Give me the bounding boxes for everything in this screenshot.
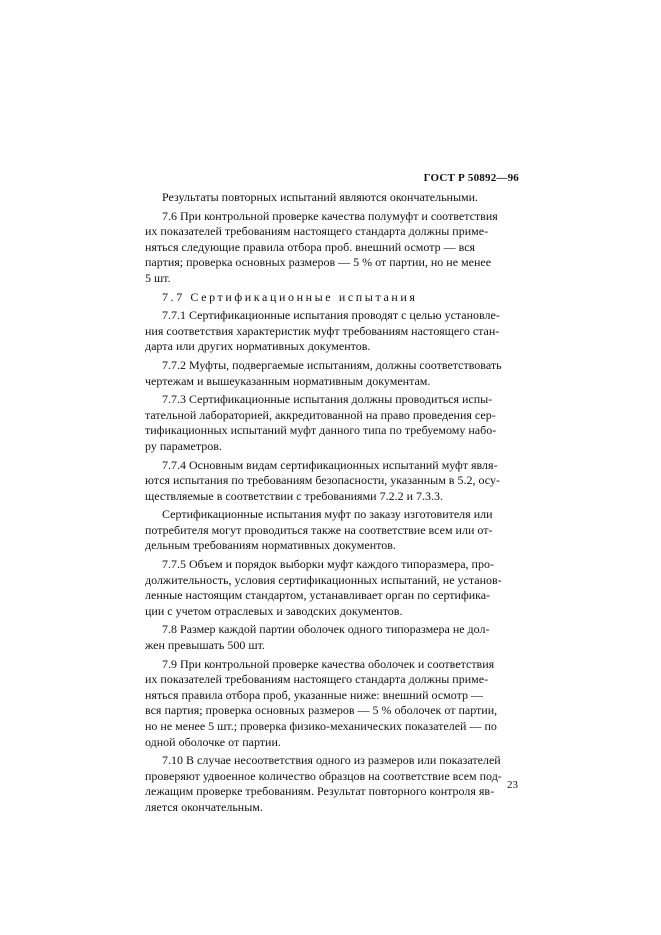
paragraph-7-9: 7.9 При контрольной проверке качества оболочек и соответствия их показателей требованиям настоящего стандарта должны приме- няться правила отбора проб, указанные ниже: внешний осмотр — вся партия; проверка основных размеров — 5 % оболочек от партии, но не менее 5 шт.; проверка физико-механических показателей — по одной оболочке от партии.: [145, 656, 498, 749]
paragraph-7-7-4: 7.7.4 Основным видам сертификационных испытаний муфт явля- ются испытания по требованиям безопасности, указанным в 5.2, осу- ществляемые в соответствии с требованиями 7.2.2 и 7.3.3.: [145, 457, 500, 503]
paragraph-repeat-tests-result: Результаты повторных испытаний являются окончательными.: [162, 190, 479, 204]
paragraph-7-6: 7.6 При контрольной проверке качества полумуфт и соответствия их показателей требованиям настоящего стандарта должны приме- няться следующие правила отбора проб. внешний осмотр — вся партия; проверка основных размеров — 5 % от партии, но не менее 5 шт.: [145, 208, 498, 285]
paragraph-7-8: 7.8 Размер каждой партии оболочек одного типоразмера не дол- жен превышать 500 шт.: [145, 622, 490, 653]
paragraph-7-10: 7.10 В случае несоответствия одного из размеров или показателей проверяют удвоенное количество образцов на соответствие всем под- лежащим проверке требованиям. Результат повторного контроля яв- ляется окончательным.: [145, 753, 502, 814]
document-body: [145, 190, 515, 819]
paragraph-7-7-4-note: Сертификационные испытания муфт по заказу изготовителя или потребителя могут проводиться также на соответствие всем или от- дельным требованиям нормативных документов.: [145, 507, 493, 553]
section-heading-7-7: 7.7 Сертификационные испытания: [162, 289, 418, 304]
paragraph-7-7-1: 7.7.1 Сертификационные испытания проводят с целью установле- ния соответствия характеристик муфт требованиям настоящего стан- дарта или других нормативных документов.: [145, 308, 500, 354]
paragraph-7-7-5: 7.7.5 Объем и порядок выборки муфт каждого типоразмера, про- должительность, условия сертификационных испытаний, не установ- ленные настоящим стандартом, устанавливает орган по сертифика- ции с учетом отраслевых и заводских документов.: [145, 557, 502, 618]
document-code-header: ГОСТ Р 50892—96: [423, 172, 519, 184]
paragraph-7-7-3: 7.7.3 Сертификационные испытания должны проводиться испы- тательной лабораторией, аккредитованной на право проведения сер- тификационных испытаний муфт данного типа по требуемому набо- ру параметров.: [145, 392, 497, 453]
paragraph-7-7-2: 7.7.2 Муфты, подвергаемые испытаниям, должны соответствовать чертежам и вышеуказанным нормативным документам.: [145, 357, 502, 388]
page-number: 23: [507, 779, 518, 791]
